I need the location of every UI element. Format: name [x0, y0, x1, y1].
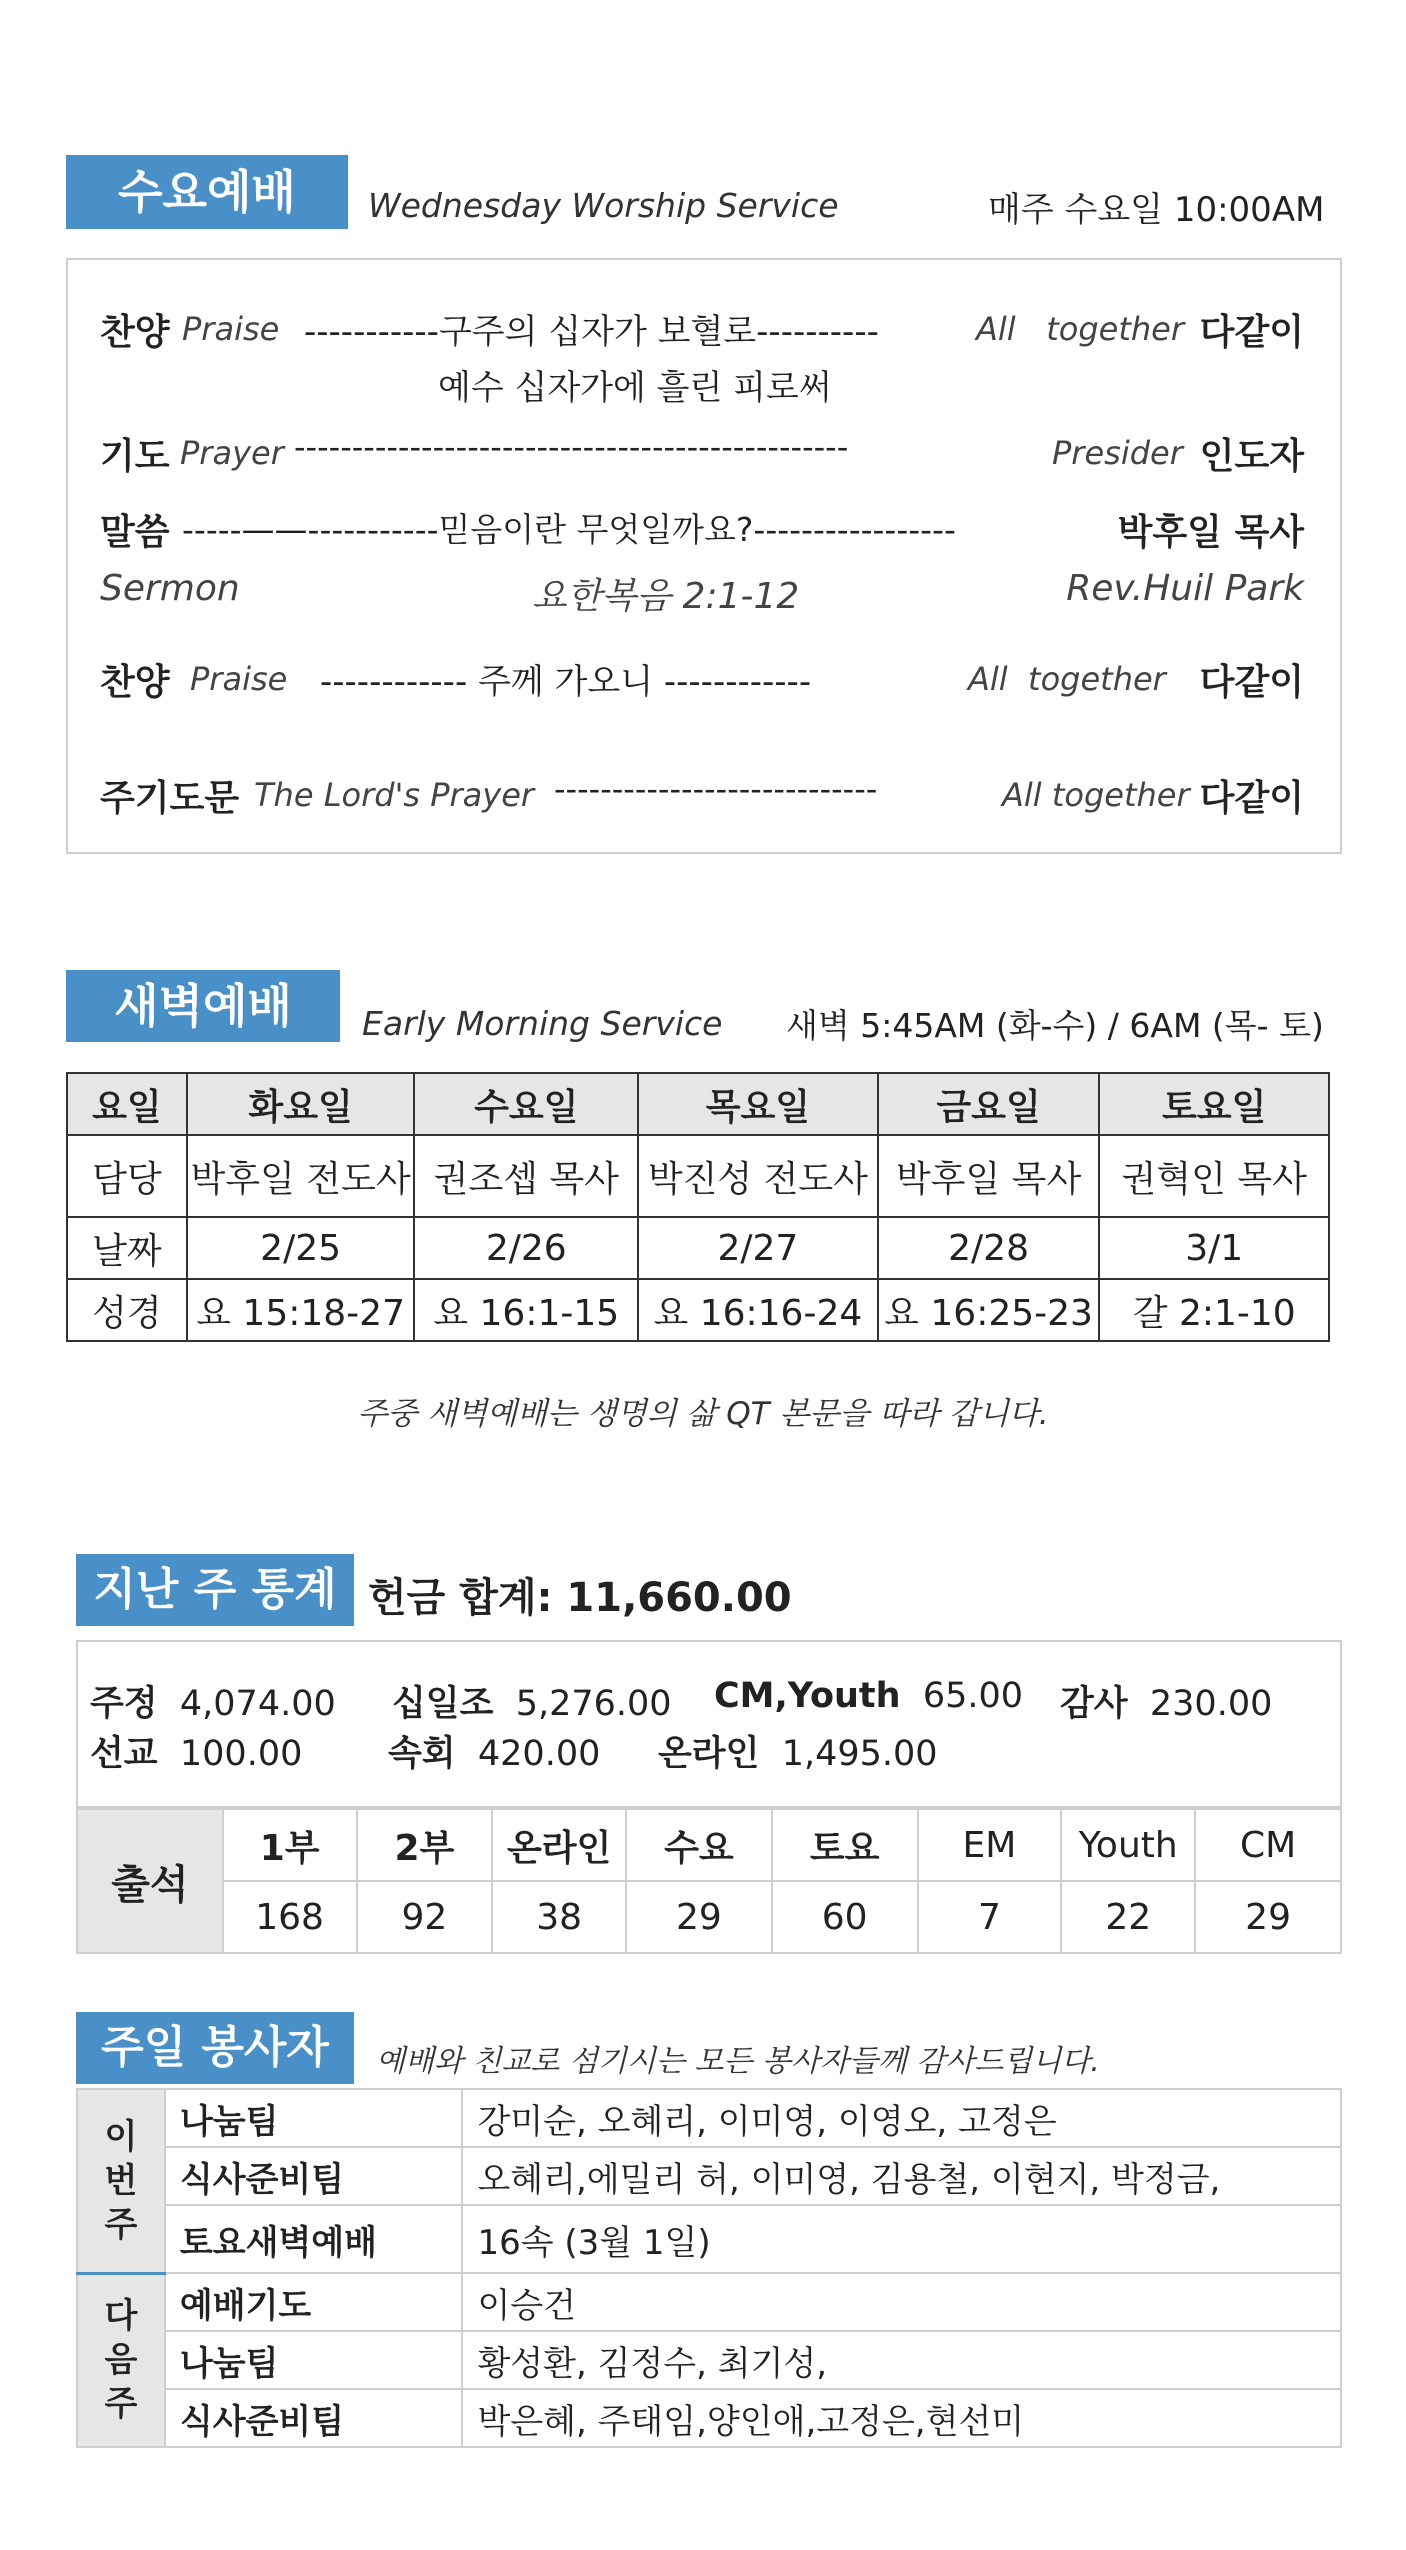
order-praise-en: Praise: [182, 310, 280, 348]
attendance-header: CM: [1195, 1809, 1341, 1881]
volunteers-thanks: 예배와 친교로 섬기시는 모든 봉사자들께 감사드립니다.: [376, 2044, 1100, 2079]
offering-label: 주정: [90, 1684, 158, 1724]
attendance-value-row: [77, 1881, 1341, 1953]
dawn-cell: 박진성 전도사: [638, 1135, 878, 1217]
order-prayer-leader-en: Presider: [1052, 434, 1183, 472]
order-sermon-preacher: 박후일 목사: [1117, 512, 1304, 553]
order-sermon-scripture: 요한복음 2:1-12: [532, 576, 800, 617]
order-praise2-hymn: ------------ 주께 가오니 ------------: [320, 662, 812, 702]
attendance-value: 22: [1061, 1881, 1195, 1953]
offering-value: 65.00: [922, 1676, 1024, 1716]
offering-label: 감사: [1060, 1684, 1128, 1724]
order-praise2-leader-en: All together: [968, 660, 1166, 698]
order-praise-hymn-line2: 예수 십자가에 흘린 피로써: [438, 368, 832, 408]
offering-value: 5,276.00: [515, 1684, 672, 1724]
order-praise2-label: 찬양: [100, 662, 170, 703]
attendance-table: [76, 1808, 1342, 1954]
dawn-date-row: [67, 1217, 1329, 1279]
dawn-cell: 화요일: [187, 1073, 415, 1135]
volunteer-row: [77, 2331, 1341, 2389]
dawn-cell: 권혁인 목사: [1099, 1135, 1329, 1217]
dawn-cell: 3/1: [1099, 1217, 1329, 1279]
order-praise-hymn: -----------구주의 십자가 보혈로----------: [304, 312, 879, 352]
next-week-label: 다 음 주: [77, 2273, 165, 2447]
order-sermon-title: -----——-----------믿음이란 무엇일까요?-----------------: [182, 510, 956, 549]
dawn-cell: 2/27: [638, 1217, 878, 1279]
offering-value: 4,074.00: [179, 1684, 336, 1724]
offering-item: [388, 1726, 600, 1776]
dawn-cell: 박후일 목사: [878, 1135, 1100, 1217]
offering-label: 십일조: [392, 1684, 494, 1724]
attendance-value: 29: [626, 1881, 772, 1953]
attendance-value: 29: [1195, 1881, 1341, 1953]
attendance-header: 수요: [626, 1809, 772, 1881]
volunteers-section-tag: 주일 봉사자: [76, 2012, 354, 2084]
order-praise2-leader: 다같이: [1199, 662, 1304, 703]
dawn-subtitle: Early Morning Service: [362, 1004, 723, 1043]
order-lords-prayer-label: 주기도문: [100, 778, 240, 819]
offering-item: [392, 1676, 672, 1726]
dawn-cell: 2/26: [414, 1217, 638, 1279]
order-praise-leader-en: All together: [976, 310, 1184, 348]
dawn-cell: 성경: [67, 1279, 187, 1341]
volunteer-role: 나눔팀: [165, 2331, 463, 2389]
volunteers-table: [76, 2088, 1342, 2448]
order-prayer-dash: ------------------------------------------------: [294, 428, 849, 466]
attendance-header: Youth: [1061, 1809, 1195, 1881]
volunteer-role: 식사준비팀: [165, 2389, 463, 2447]
volunteer-role: 예배기도: [165, 2273, 463, 2331]
dawn-cell: 토요일: [1099, 1073, 1329, 1135]
dawn-cell: 요 15:18-27: [187, 1279, 415, 1341]
volunteer-row: [77, 2147, 1341, 2205]
attendance-value: 168: [223, 1881, 357, 1953]
offering-value: 100.00: [179, 1734, 303, 1774]
offering-box: [76, 1640, 1342, 1808]
volunteer-row: [77, 2089, 1341, 2147]
offering-item: [90, 1676, 336, 1726]
volunteer-names: 황성환, 김정수, 최기성,: [462, 2331, 1341, 2389]
volunteer-row: [77, 2205, 1341, 2273]
this-week-label: 이 번 주: [77, 2089, 165, 2273]
offering-item: [1060, 1676, 1272, 1726]
dawn-header-row: [67, 1073, 1329, 1135]
order-praise-label: 찬양: [100, 312, 170, 353]
volunteer-role: 나눔팀: [165, 2089, 463, 2147]
offering-label: 속회: [388, 1734, 456, 1774]
offering-value: 420.00: [477, 1734, 601, 1774]
offering-item: [714, 1676, 1023, 1716]
dawn-cell: 요 16:1-15: [414, 1279, 638, 1341]
dawn-cell: 목요일: [638, 1073, 878, 1135]
order-praise-leader: 다같이: [1199, 312, 1304, 353]
offering-value: 1,495.00: [781, 1734, 938, 1774]
dawn-cell: 날짜: [67, 1217, 187, 1279]
wednesday-order-box: [66, 258, 1342, 854]
order-sermon-label: 말씀: [100, 512, 170, 553]
volunteer-names: 오혜리,에밀리 허, 이미영, 김용철, 이현지, 박정금,: [462, 2147, 1341, 2205]
dawn-cell: 2/28: [878, 1217, 1100, 1279]
volunteer-role: 토요새벽예배: [165, 2205, 463, 2273]
dawn-cell: 요 16:16-24: [638, 1279, 878, 1341]
order-lords-prayer-dash: ----------------------------: [554, 770, 878, 808]
dawn-cell: 요일: [67, 1073, 187, 1135]
dawn-cell: 금요일: [878, 1073, 1100, 1135]
dawn-cell: 갈 2:1-10: [1099, 1279, 1329, 1341]
volunteer-names: 박은혜, 주태임,양인애,고정은,현선미: [462, 2389, 1341, 2447]
dawn-scripture-row: [67, 1279, 1329, 1341]
wednesday-subtitle: Wednesday Worship Service: [368, 186, 839, 225]
order-sermon-en: Sermon: [100, 568, 240, 609]
attendance-value: 7: [918, 1881, 1062, 1953]
attendance-header: 1부: [223, 1809, 357, 1881]
attendance-header: 2부: [357, 1809, 493, 1881]
order-lords-prayer-leader-en: All together: [1002, 776, 1190, 814]
volunteer-names: 강미순, 오혜리, 이미영, 이영오, 고정은: [462, 2089, 1341, 2147]
dawn-cell: 2/25: [187, 1217, 415, 1279]
volunteer-names: 이승건: [462, 2273, 1341, 2331]
dawn-cell: 담당: [67, 1135, 187, 1217]
offering-item: [90, 1726, 302, 1776]
order-sermon-preacher-en: Rev.Huil Park: [1066, 568, 1304, 609]
attendance-label: 출석: [77, 1809, 223, 1953]
order-prayer-en: Prayer: [180, 434, 284, 472]
dawn-schedule-table: [66, 1072, 1330, 1342]
order-prayer-leader: 인도자: [1199, 436, 1304, 477]
dawn-note: 주중 새벽예배는 생명의 삶 QT 본문을 따라 갑니다.: [357, 1396, 1049, 1432]
dawn-section-tag: 새벽예배: [66, 970, 340, 1042]
attendance-value: 60: [772, 1881, 918, 1953]
attendance-value: 38: [492, 1881, 626, 1953]
attendance-header: 온라인: [492, 1809, 626, 1881]
stats-section-tag: 지난 주 통계: [76, 1554, 354, 1626]
offering-label: CM,Youth: [714, 1676, 901, 1716]
offering-item: [658, 1726, 938, 1776]
dawn-cell: 권조셉 목사: [414, 1135, 638, 1217]
volunteer-row: [77, 2273, 1341, 2331]
order-lords-prayer-en: The Lord's Prayer: [254, 776, 535, 814]
order-prayer-label: 기도: [100, 436, 170, 477]
order-lords-prayer-leader: 다같이: [1199, 778, 1304, 819]
offering-total: 헌금 합계: 11,660.00: [368, 1575, 792, 1621]
offering-label: 선교: [90, 1734, 158, 1774]
attendance-header-row: [77, 1809, 1341, 1881]
offering-label: 온라인: [658, 1734, 760, 1774]
dawn-leader-row: [67, 1135, 1329, 1217]
dawn-time: 새벽 5:45AM (화-수) / 6AM (목- 토): [786, 1006, 1324, 1045]
dawn-cell: 박후일 전도사: [187, 1135, 415, 1217]
dawn-cell: 수요일: [414, 1073, 638, 1135]
attendance-header: 토요: [772, 1809, 918, 1881]
attendance-value: 92: [357, 1881, 493, 1953]
wednesday-time: 매주 수요일 10:00AM: [988, 190, 1325, 230]
volunteer-role: 식사준비팀: [165, 2147, 463, 2205]
dawn-cell: 요 16:25-23: [878, 1279, 1100, 1341]
order-praise2-en: Praise: [190, 660, 288, 698]
attendance-header: EM: [918, 1809, 1062, 1881]
wednesday-section-tag: 수요예배: [66, 155, 348, 229]
volunteer-row: [77, 2389, 1341, 2447]
volunteer-names: 16속 (3월 1일): [462, 2205, 1341, 2273]
offering-value: 230.00: [1149, 1684, 1273, 1724]
